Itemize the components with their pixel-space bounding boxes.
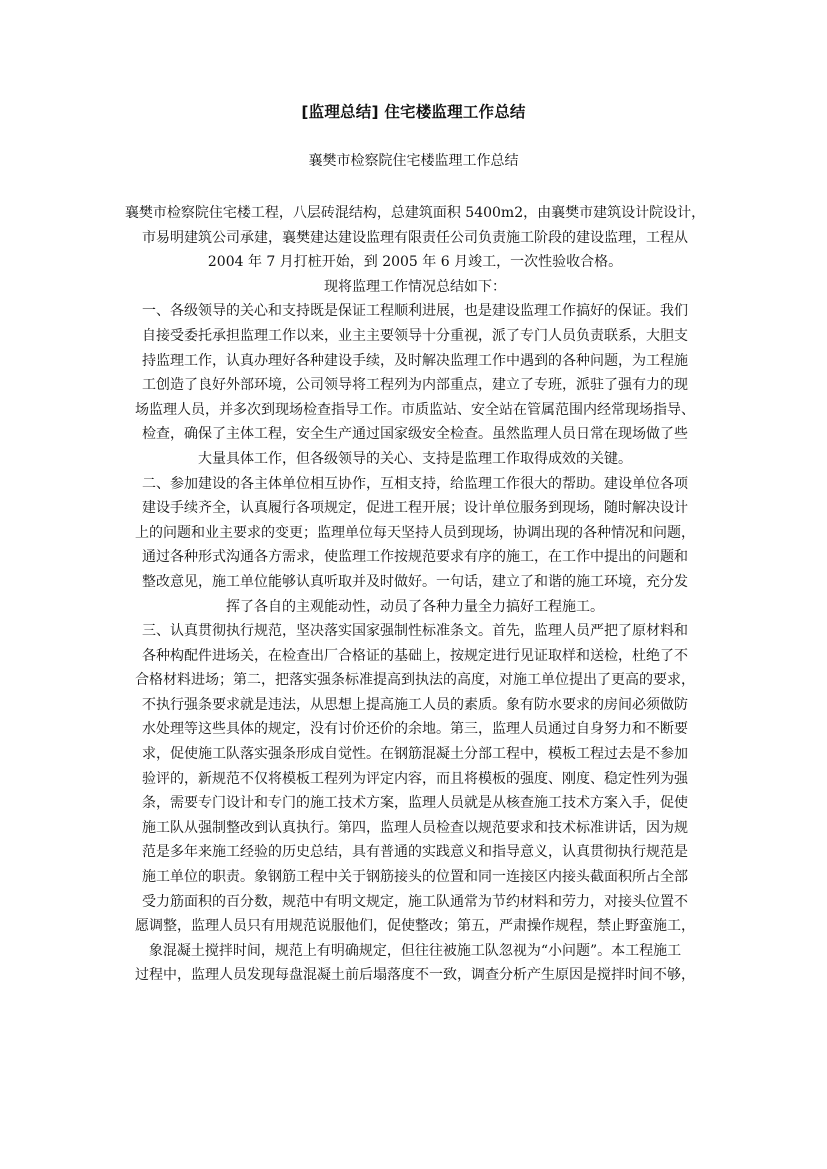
body-line: 求，促使施工队落实强条形成自觉性。在钢筋混凝土分部工程中，模板工程过去是不参加 [142,746,688,763]
body-line: 合格材料进场；第二，把落实强条标准提高到执法的高度，对施工单位提出了更高的要求， [135,672,695,689]
body-line: 检查，确保了主体工程，安全生产通过国家级安全检查。虽然监理人员日常在现场做了些 [142,426,688,443]
body-line: 过程中，监理人员发现每盘混凝土前后塌落度不一致，调查分析产生原因是搅拌时间不够， [135,967,695,984]
body-line: 持监理工作，认真办理好各种建设手续，及时解决监理工作中遇到的各种问题，为工程施 [142,352,688,369]
body-line: 一、各级领导的关心和支持既是保证工程顺利进展，也是建设监理工作搞好的保证。我们 [142,303,688,320]
body-line: 三、认真贯彻执行规范，坚决落实国家强制性标准条文。首先，监理人员严把了原材料和 [142,623,688,640]
body-line: 受力筋面积的百分数，规范中有明文规定，施工队通常为节约材料和劳力，对接头位置不 [142,893,688,910]
body-line: 建设手续齐全，认真履行各项规定，促进工程开展；设计单位服务到现场，随时解决设计 [142,500,688,517]
document-title: [监理总结] 住宅楼监理工作总结 [301,103,526,121]
body-line: 范是多年来施工经验的历史总结，具有普通的实践意义和指导意义，认真贯彻执行规范是 [142,844,688,861]
body-line: 象混凝土搅拌时间，规范上有明确规定，但往往被施工队忽视为“小问题”。本工程施工 [148,942,682,959]
body-line: 二、参加建设的各主体单位相互协作，互相支持，给监理工作很大的帮助。建设单位各项 [142,475,688,492]
body-line: 2004 年 7 月打桩开始，到 2005 年 6 月竣工，一次性验收合格。 [207,254,623,271]
body-line: 工创造了良好外部环境，公司领导将工程列为内部重点，建立了专班，派驻了强有力的现 [142,377,688,394]
body-line: 不执行强条要求就是违法，从思想上提高施工人员的素质。象有防水要求的房间必须做防 [142,696,688,713]
body-line: 市易明建筑公司承建，襄樊建达建设监理有限责任公司负责施工阶段的建设监理，工程从 [142,229,688,246]
body-line: 襄樊市检察院住宅楼工程，八层砖混结构，总建筑面积 5400m2，由襄樊市建筑设计院设计， [124,205,706,221]
document-subtitle: 襄樊市检察院住宅楼监理工作总结 [308,153,519,169]
body-line: 场监理人员，并多次到现场检查指导工作。市质监站、安全站在管属范围内经常现场指导、 [135,401,695,418]
body-line: 上的问题和业主要求的变更；监理单位每天坚持人员到现场，协调出现的各种情况和问题， [135,524,695,541]
body-line: 施工队从强制整改到认真执行。第四，监理人员检查以规范要求和技术标准讲话，因为规 [142,819,688,836]
body-line: 整改意见，施工单位能够认真听取并及时做好。一句话，建立了和谐的施工环境，充分发 [142,573,688,590]
body-line: 各种构配件进场关，在检查出厂合格证的基础上，按规定进行见证取样和送检，杜绝了不 [142,647,688,664]
body-line: 现将监理工作情况总结如下： [324,278,506,295]
body-line: 水处理等这些具体的规定，没有讨价还价的余地。第三，监理人员通过自身努力和不断要 [142,721,688,738]
body-line: 条，需要专门设计和专门的施工技术方案，监理人员就是从核查施工技术方案入手，促使 [142,795,688,812]
body-line: 自接受委托承担监理工作以来，业主主要领导十分重视，派了专门人员负责联系，大胆支 [142,327,688,344]
body-line: 施工单位的职责。象钢筋工程中关于钢筋接头的位置和同一连接区内接头截面积所占全部 [142,869,688,886]
body-line: 挥了各自的主观能动性，动员了各种力量全力搞好工程施工。 [226,598,604,615]
body-line: 大量具体工作，但各级领导的关心、支持是监理工作取得成效的关键。 [198,450,632,467]
body-line: 验评的，新规范不仅将模板工程列为评定内容，而且将模板的强度、刚度、稳定性列为强 [142,770,688,787]
body-line: 通过各种形式沟通各方需求，使监理工作按规范要求有序的施工，在工作中提出的问题和 [142,549,688,566]
body-line: 愿调整，监理人员只有用规范说服他们，促使整改；第五，严肃操作规程，禁止野蛮施工， [135,918,695,935]
document-body [120,201,710,988]
